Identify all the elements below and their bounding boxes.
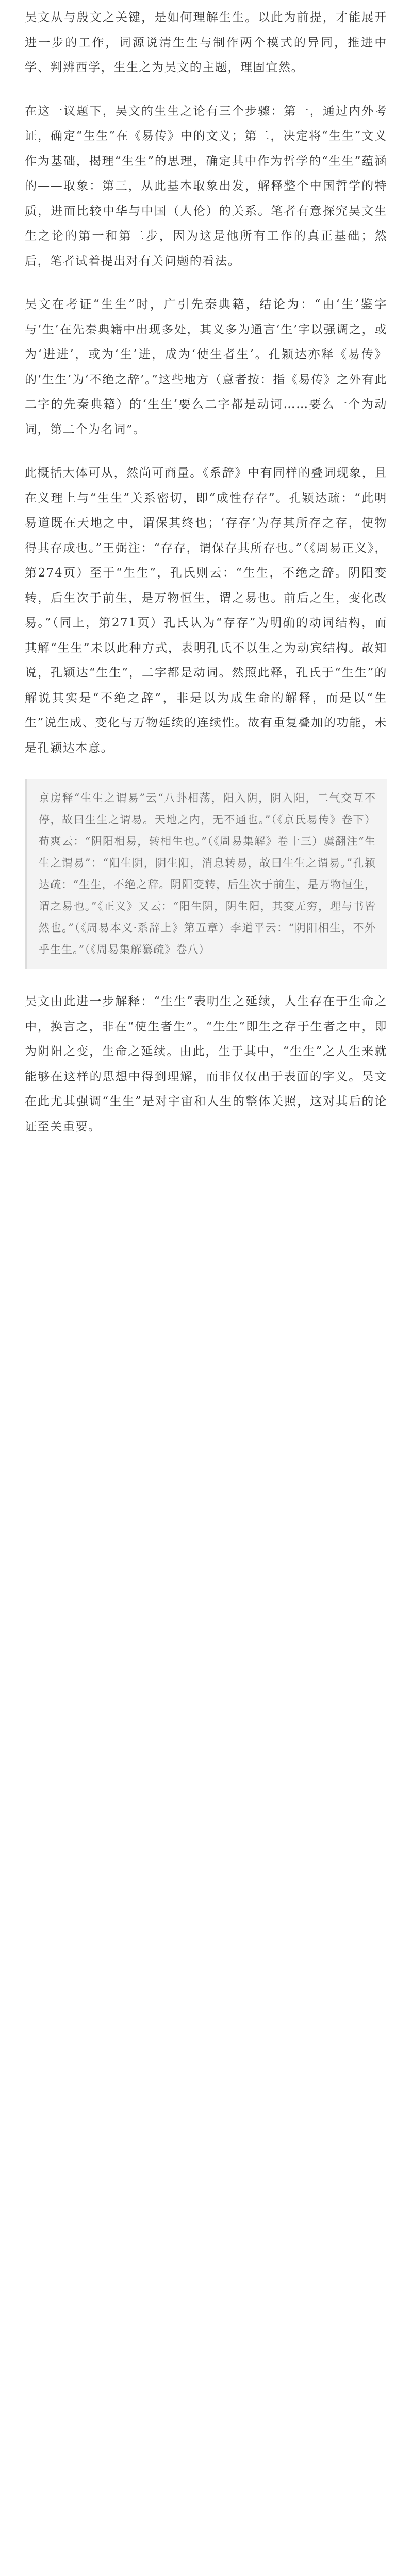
article-paragraph: 在这一议题下，吴文的生生之论有三个步骤：第一，通过内外考证，确定“生生”在《易传》中的文义；第二，决定将“生生”文义作为基础，揭理“生生”的思理，确定其中作为哲学的“生生”蕴涵的——取象：第三，从此基本取象出发，解释整个中国哲学的特质，进而比较中华与中国（人伦）的关系。笔者有意探究吴文生生之论的第一和第二步，因为这是他所有工作的真正基础；然后，笔者试着提出对有关问题的看法。 <box>25 104 387 268</box>
quote-block: 京房释“生生之谓易”云“八卦相荡，阳入阴，阴入阳，二气交互不停，故曰生生之谓易。天地之内，无不通也。”（《京氏易传》卷下）荀爽云：“阴阳相易，转相生也。”（《周易集解》卷十三）虞翻注“生生之谓易”：“阳生阴，阴生阳，消息转易，故曰生生之谓易。”孔颖达疏：“生生，不绝之辞。阴阳变转，后生次于前生，是万物恒生，谓之易也。”《正义》又云：“阳生阴，阴生阳，其变无穷，理与书皆然也。”（《周易本义·系辞上》第五章）李道平云：“阴阳相生，不外乎生生。”（《周易集解纂疏》卷八） <box>25 779 387 969</box>
article-paragraph: 吴文从与殷文之关键，是如何理解生生。以此为前提，才能展开进一步的工作，词源说清生生与制作两个模式的异同，推进中学、判辨西学，生生之为吴文的主题，理固宜然。 <box>25 11 387 74</box>
article-paragraph: 吴文由此进一步解释：“生生”表明生之延续，人生存在于生命之中，换言之，非在“使生者生”。“生生”即生之存于生者之中，即为阴阳之变，生命之延续。由此，生于其中，“生生”之人生来就能够在这样的思想中得到理解，而非仅仅出于表面的字义。吴文在此尤其强调“生生”是对宇宙和人生的整体关照，这对其后的论证至关重要。 <box>25 995 387 1133</box>
article-paragraph: 吴文在考证“生生”时，广引先秦典籍，结论为：“由‘生’鉴字与‘生’在先秦典籍中出现多处，其义多为通言‘生’字以强调之，或为‘进进’，或为‘生’进，成为‘使生者生’。孔颖达亦释《易传》的‘生生’为‘不绝之辞’。”这些地方（意者按：指《易传》之外有此二字的先秦典籍）的‘生生’要么二字都是动词……要么一个为动词，第二个为名词”。 <box>25 298 387 436</box>
article-paragraph: 此概括大体可从，然尚可商量。《系辞》中有同样的叠词现象，且在义理上与“生生”关系密切，即“成性存存”。孔颖达疏：“此明易道既在天地之中，谓保其终也；‘存存’为存其所存之存，使物得其存成也。”王弼注：“存存，谓保存其所存也。”（《周易正义》，第274页）至于“生生”，孔氏则云：“生生，不绝之辞。阴阳变转，后生次于前生，是万物恒生，谓之易也。前后之生，变化改易。”（同上，第271页）孔氏认为“存存”为明确的动词结构，而其解“生生”未以此种方式，表明孔氏不以生之为动宾结构。故知说，孔颖达“生生”，二字都是动词。然照此释，孔氏于“生生”的解说其实是“不绝之辞”，非是以为成生命的解释，而是以“生生”说生成、变化与万物延续的连续性。故有重复叠加的功能，未是孔颖达本意。 <box>25 466 387 755</box>
